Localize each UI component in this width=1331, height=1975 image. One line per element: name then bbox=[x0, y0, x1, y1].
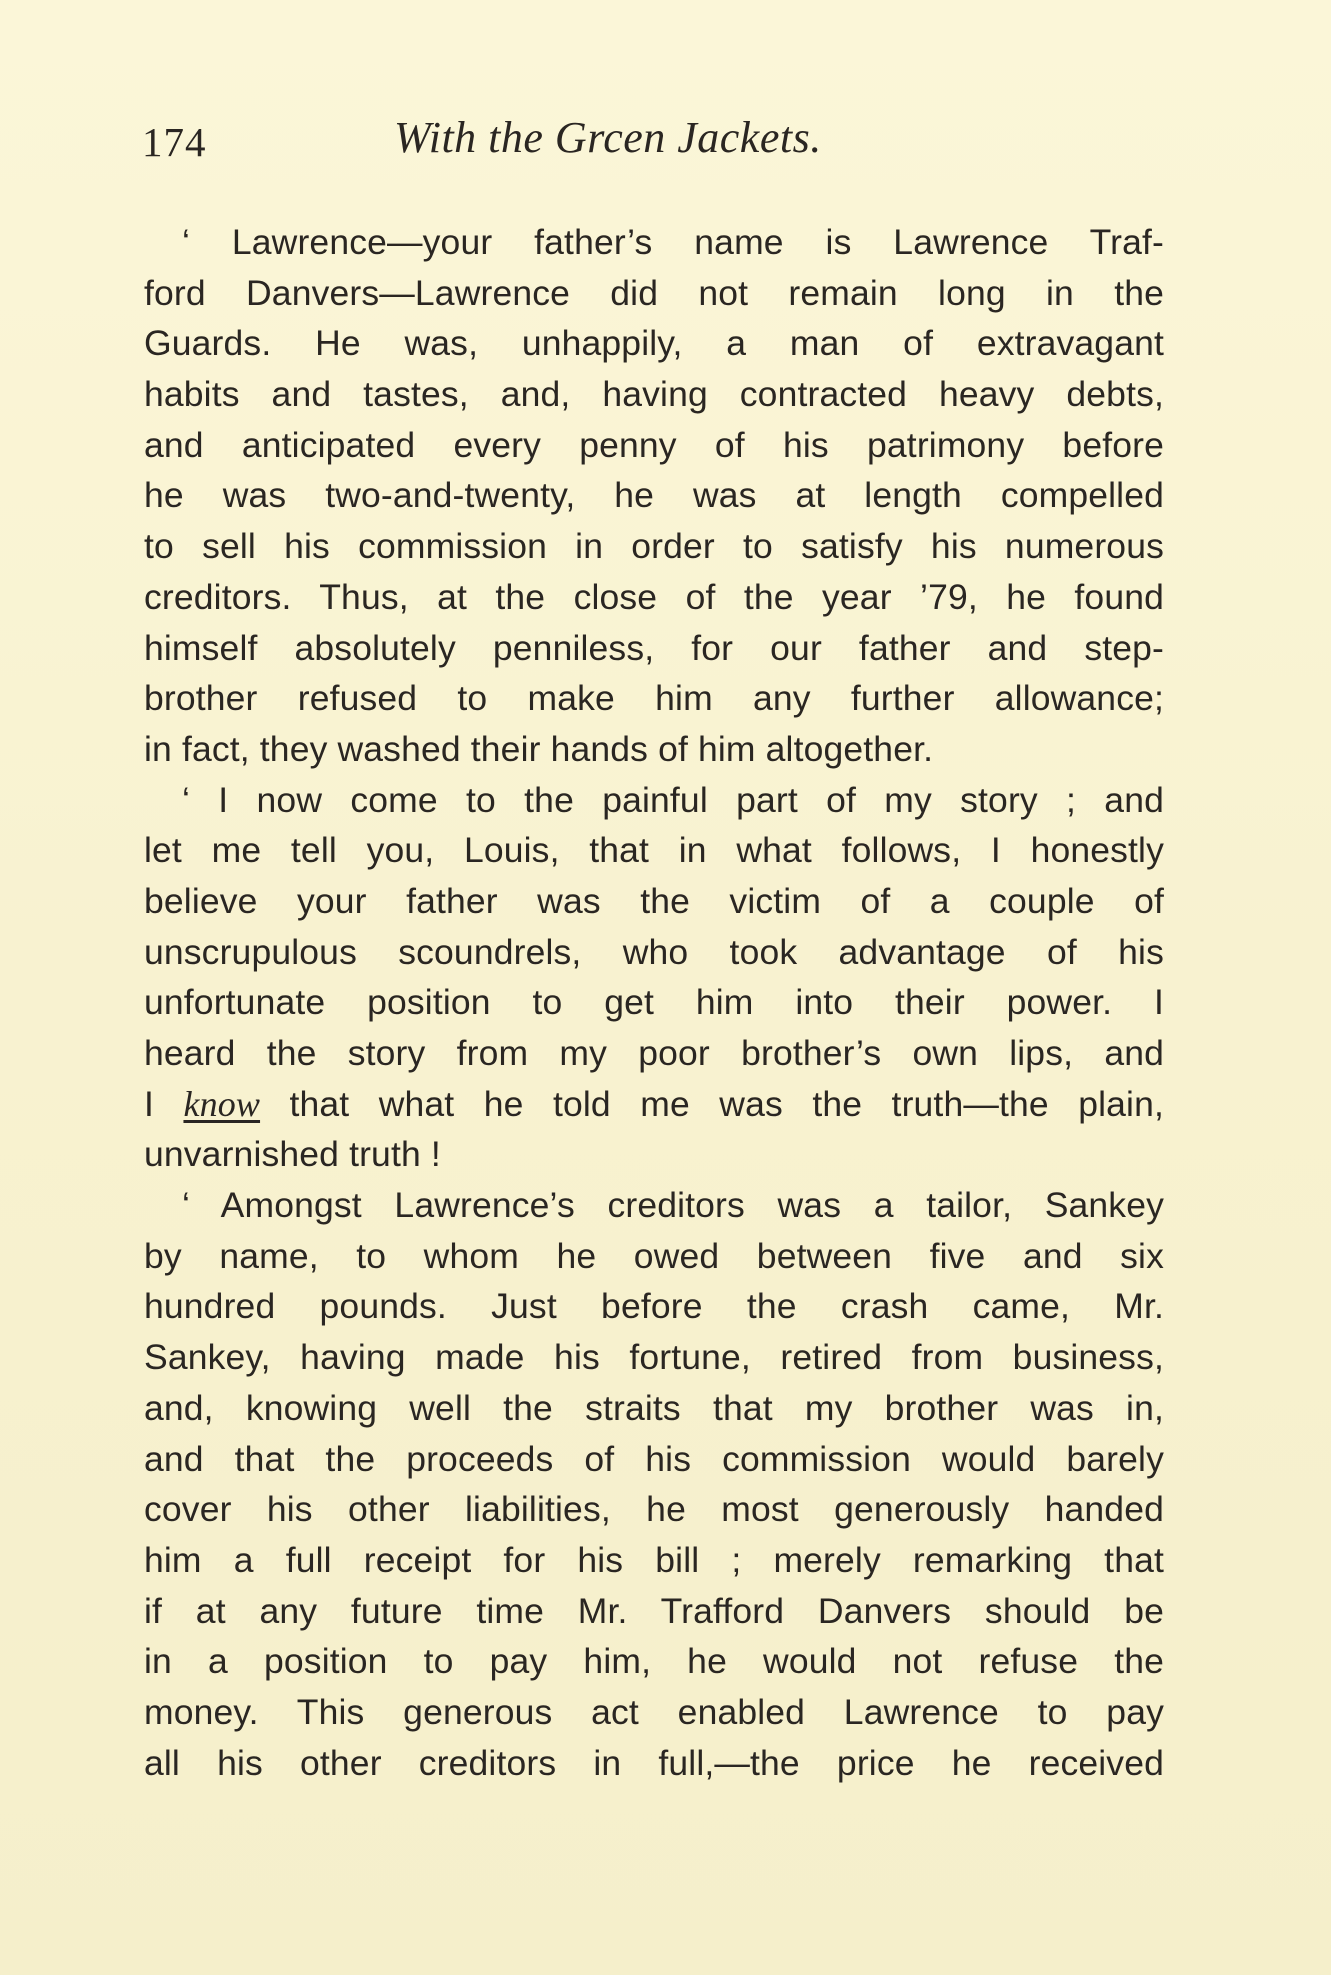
text-line: Sankey, having made his fortune, retired from business, bbox=[144, 1337, 1164, 1378]
text-line: heard the story from my poor brother’s own lips, and bbox=[144, 1033, 1164, 1073]
text-line: to sell his commission in order to satisfy his numerous bbox=[144, 526, 1164, 567]
emphasized-word: know bbox=[183, 1083, 261, 1124]
text-line: ‘ Amongst Lawrence’s creditors was a tailor, Sankey bbox=[182, 1185, 1164, 1226]
text-line: hundred pounds. Just before the crash came, Mr. bbox=[144, 1286, 1164, 1327]
text-line: habits and tastes, and, having contracted heavy debts, bbox=[144, 374, 1164, 415]
text-line: believe your father was the victim of a couple of bbox=[144, 880, 1164, 921]
body-text bbox=[144, 217, 1164, 1788]
text-line: in fact, they washed their hands of him altogether. bbox=[144, 728, 934, 769]
text-line: he was two-and-twenty, he was at length compelled bbox=[144, 475, 1164, 516]
text-line: and that the proceeds of his commission would barely bbox=[144, 1438, 1164, 1479]
text-line: let me tell you, Louis, that in what follows, I honestly bbox=[144, 830, 1164, 871]
text-line: and anticipated every penny of his patrimony before bbox=[144, 424, 1164, 465]
text-run: that what he told me was the truth—the plain, bbox=[260, 1083, 1164, 1124]
text-line: ‘ I now come to the painful part of my story ; and bbox=[182, 779, 1164, 820]
text-line: unvarnished truth ! bbox=[144, 1134, 441, 1175]
page-header bbox=[140, 113, 1170, 178]
running-head: With the Grcen Jackets. bbox=[394, 113, 822, 162]
text-line: by name, to whom he owed between five and six bbox=[144, 1235, 1164, 1276]
text-line: cover his other liabilities, he most generously handed bbox=[144, 1489, 1164, 1530]
text-line: all his other creditors in full,—the price he received bbox=[144, 1742, 1164, 1783]
text-line: ford Danvers—Lawrence did not remain long in the bbox=[144, 272, 1164, 313]
text-line: money. This generous act enabled Lawrence to pay bbox=[144, 1691, 1164, 1732]
text-run: I bbox=[144, 1083, 184, 1124]
text-line bbox=[144, 1079, 1164, 1130]
text-line: creditors. Thus, at the close of the year ’79, he found bbox=[144, 576, 1164, 617]
text-line: ‘ Lawrence—your father’s name is Lawrence Traf- bbox=[182, 222, 1164, 262]
text-line: himself absolutely penniless, for our father and step- bbox=[144, 627, 1164, 668]
text-line: and, knowing well the straits that my brother was in, bbox=[144, 1387, 1164, 1428]
text-line: brother refused to make him any further allowance; bbox=[144, 678, 1164, 719]
text-line: Guards. He was, unhappily, a man of extravagant bbox=[144, 323, 1164, 364]
text-line: in a position to pay him, he would not refuse the bbox=[144, 1641, 1164, 1682]
page-number: 174 bbox=[142, 119, 207, 165]
text-line: unfortunate position to get him into their power. I bbox=[144, 982, 1164, 1023]
text-line: unscrupulous scoundrels, who took advantage of his bbox=[144, 931, 1164, 972]
text-line: him a full receipt for his bill ; merely remarking that bbox=[144, 1539, 1164, 1580]
text-line: if at any future time Mr. Trafford Danvers should be bbox=[144, 1590, 1164, 1631]
